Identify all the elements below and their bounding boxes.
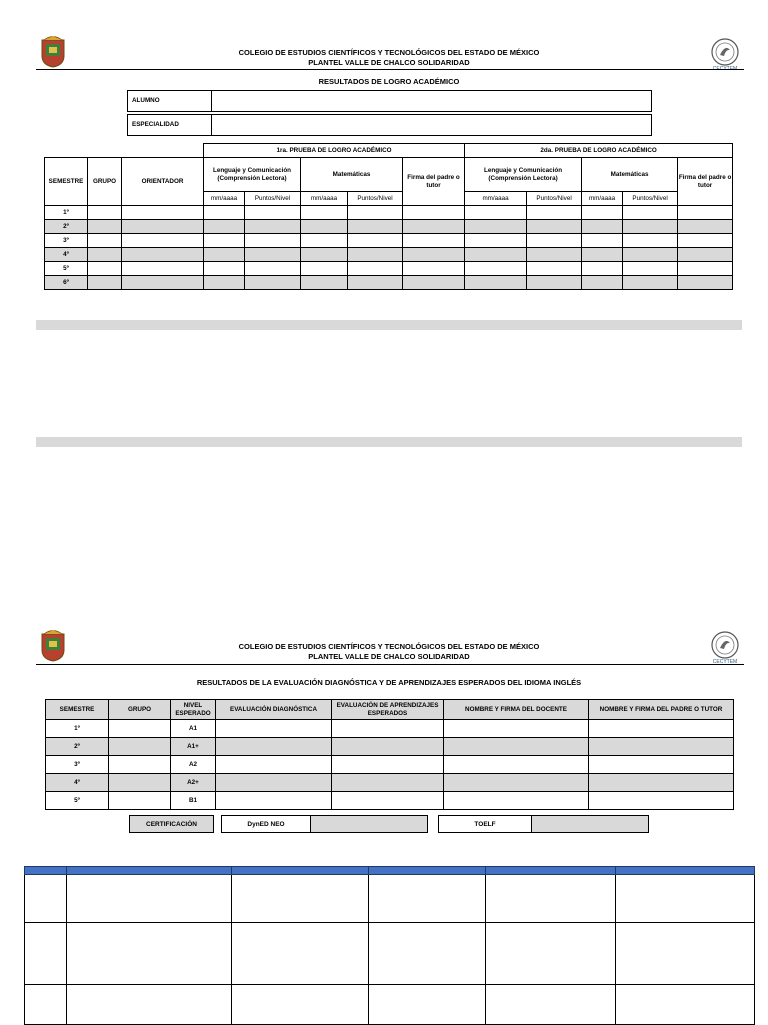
header-rule [36, 69, 744, 70]
entry-cell[interactable] [216, 738, 332, 756]
entry-cell[interactable] [88, 276, 122, 290]
sub-fecha: mm/aaaa [582, 192, 623, 206]
entry-cell[interactable] [301, 234, 348, 248]
separator-bar [36, 437, 742, 447]
table-row [45, 262, 733, 276]
entry-cell[interactable] [216, 792, 332, 810]
entry-cell[interactable] [25, 923, 67, 985]
col-firma-1: Firma del padre o tutor [403, 158, 465, 206]
entry-cell[interactable] [444, 720, 589, 738]
col-matematicas-1: Matemáticas [301, 158, 403, 192]
entry-cell[interactable] [88, 206, 122, 220]
entry-cell[interactable] [527, 262, 582, 276]
separator-bar [36, 320, 742, 330]
entry-cell[interactable] [88, 248, 122, 262]
table-row [46, 756, 734, 774]
blue-header-cell [25, 867, 67, 875]
entry-cell[interactable] [582, 206, 623, 220]
entry-cell[interactable] [589, 756, 734, 774]
header-rule [36, 664, 744, 665]
col-aprendizajes: EVALUACIÓN DE APRENDIZAJES ESPERADOS [332, 700, 444, 720]
entry-cell[interactable] [122, 248, 204, 262]
semestre-cell: 5º [46, 792, 109, 810]
especialidad-label: ESPECIALIDAD [128, 115, 212, 136]
entry-cell[interactable] [444, 756, 589, 774]
prueba1-header: 1ra. PRUEBA DE LOGRO ACADÉMICO [204, 144, 465, 158]
entry-cell[interactable] [678, 220, 733, 234]
col-nivel: NIVEL ESPERADO [171, 700, 216, 720]
cecytem-seal-icon [707, 629, 743, 665]
blue-header-cell [486, 867, 616, 875]
table-row [46, 792, 734, 810]
entry-cell[interactable] [444, 792, 589, 810]
entry-cell[interactable] [245, 262, 301, 276]
entry-cell[interactable] [109, 720, 171, 738]
table-row [46, 774, 734, 792]
entry-cell[interactable] [527, 206, 582, 220]
entry-cell[interactable] [678, 248, 733, 262]
entry-cell[interactable] [25, 985, 67, 1025]
table-row [45, 220, 733, 234]
state-crest-icon [39, 628, 67, 662]
sub-puntos: Puntos/Nivel [623, 192, 678, 206]
entry-cell[interactable] [204, 206, 245, 220]
entry-cell[interactable] [88, 220, 122, 234]
sub-puntos: Puntos/Nivel [245, 192, 301, 206]
entry-cell[interactable] [582, 276, 623, 290]
campus-name: PLANTEL VALLE DE CHALCO SOLIDARIDAD [308, 652, 470, 661]
entry-cell[interactable] [582, 262, 623, 276]
entry-cell[interactable] [527, 234, 582, 248]
entry-cell[interactable] [232, 875, 369, 923]
semestre-cell: 3º [46, 756, 109, 774]
sub-fecha: mm/aaaa [301, 192, 348, 206]
section-title-logro: RESULTADOS DE LOGRO ACADÉMICO [318, 77, 460, 86]
alumno-field[interactable] [212, 91, 652, 112]
alumno-label: ALUMNO [128, 91, 212, 112]
semestre-cell: 2º [46, 738, 109, 756]
entry-cell[interactable] [403, 248, 465, 262]
entry-cell[interactable] [527, 248, 582, 262]
semestre-cell: 4º [45, 248, 88, 262]
nivel-cell: A2+ [171, 774, 216, 792]
entry-cell[interactable] [582, 234, 623, 248]
entry-cell[interactable] [678, 206, 733, 220]
bottom-table [24, 866, 755, 1025]
col-matematicas-2: Matemáticas [582, 158, 678, 192]
entry-cell[interactable] [245, 206, 301, 220]
section-title-ingles: RESULTADOS DE LA EVALUACIÓN DIAGNÓSTICA Y DE APRENDIZAJES ESPERADOS DEL IDIOMA INGLÉS [196, 678, 582, 687]
seal-caption: CECYTEM [712, 659, 738, 665]
entry-cell[interactable] [301, 248, 348, 262]
col-orientador: ORIENTADOR [122, 158, 204, 206]
semestre-cell: 2º [45, 220, 88, 234]
semestre-cell: 6º [45, 276, 88, 290]
entry-cell[interactable] [88, 234, 122, 248]
nivel-cell: A1 [171, 720, 216, 738]
nivel-cell: A2 [171, 756, 216, 774]
entry-cell[interactable] [348, 276, 403, 290]
entry-cell[interactable] [465, 220, 527, 234]
entry-cell[interactable] [122, 276, 204, 290]
semestre-cell: 4º [46, 774, 109, 792]
entry-cell[interactable] [589, 738, 734, 756]
entry-cell[interactable] [301, 276, 348, 290]
entry-cell[interactable] [122, 206, 204, 220]
entry-cell[interactable] [232, 985, 369, 1025]
especialidad-field[interactable] [212, 115, 652, 136]
entry-cell[interactable] [232, 923, 369, 985]
entry-cell[interactable] [589, 792, 734, 810]
table-row [45, 248, 733, 262]
entry-cell[interactable] [67, 875, 232, 923]
entry-cell[interactable] [348, 248, 403, 262]
entry-cell[interactable] [332, 774, 444, 792]
entry-cell[interactable] [465, 206, 527, 220]
entry-cell[interactable] [245, 248, 301, 262]
entry-cell[interactable] [369, 985, 486, 1025]
entry-cell[interactable] [332, 738, 444, 756]
nivel-cell: B1 [171, 792, 216, 810]
entry-cell[interactable] [332, 756, 444, 774]
sub-fecha: mm/aaaa [204, 192, 245, 206]
entry-cell[interactable] [204, 262, 245, 276]
col-diagnostica: EVALUACIÓN DIAGNÓSTICA [216, 700, 332, 720]
table-row [45, 276, 733, 290]
col-grupo: GRUPO [88, 158, 122, 206]
entry-cell[interactable] [486, 923, 616, 985]
state-crest-icon [39, 34, 67, 68]
blue-header-cell [232, 867, 369, 875]
entry-cell[interactable] [582, 248, 623, 262]
table-row [45, 206, 733, 220]
entry-cell[interactable] [245, 276, 301, 290]
entry-cell[interactable] [678, 262, 733, 276]
table-row [25, 875, 755, 923]
entry-cell[interactable] [623, 262, 678, 276]
entry-cell[interactable] [216, 720, 332, 738]
entry-cell[interactable] [122, 262, 204, 276]
prueba2-header: 2da. PRUEBA DE LOGRO ACADÉMICO [465, 144, 733, 158]
entry-cell[interactable] [623, 220, 678, 234]
entry-cell[interactable] [465, 262, 527, 276]
ingles-table [45, 699, 734, 810]
table-row [46, 720, 734, 738]
campus-name: PLANTEL VALLE DE CHALCO SOLIDARIDAD [308, 58, 470, 67]
entry-cell[interactable] [486, 875, 616, 923]
alumno-table [127, 90, 652, 112]
entry-cell[interactable] [623, 276, 678, 290]
entry-cell[interactable] [245, 234, 301, 248]
table-row [25, 923, 755, 985]
entry-cell[interactable] [348, 220, 403, 234]
sub-puntos: Puntos/Nivel [527, 192, 582, 206]
semestre-cell: 1º [46, 720, 109, 738]
dyned-label: DynED NEO [221, 815, 311, 833]
entry-cell[interactable] [204, 248, 245, 262]
entry-cell[interactable] [88, 262, 122, 276]
entry-cell[interactable] [403, 206, 465, 220]
blue-header-cell [67, 867, 232, 875]
cecytem-seal-icon [707, 36, 743, 72]
entry-cell[interactable] [204, 220, 245, 234]
col-docente: NOMBRE Y FIRMA DEL DOCENTE [444, 700, 589, 720]
institution-name: COLEGIO DE ESTUDIOS CIENTÍFICOS Y TECNOLÓGICOS DEL ESTADO DE MÉXICO [238, 48, 540, 57]
entry-cell[interactable] [623, 248, 678, 262]
entry-cell[interactable] [403, 220, 465, 234]
entry-cell[interactable] [678, 276, 733, 290]
entry-cell[interactable] [369, 923, 486, 985]
table-row [25, 985, 755, 1025]
entry-cell[interactable] [245, 220, 301, 234]
entry-cell[interactable] [25, 875, 67, 923]
semestre-cell: 5º [45, 262, 88, 276]
entry-cell[interactable] [616, 923, 755, 985]
entry-cell[interactable] [122, 234, 204, 248]
entry-cell[interactable] [486, 985, 616, 1025]
entry-cell[interactable] [369, 875, 486, 923]
entry-cell[interactable] [444, 738, 589, 756]
entry-cell[interactable] [623, 234, 678, 248]
entry-cell[interactable] [348, 262, 403, 276]
entry-cell[interactable] [527, 220, 582, 234]
semestre-cell: 1º [45, 206, 88, 220]
toefl-label: TOELF [438, 815, 532, 833]
institution-name: COLEGIO DE ESTUDIOS CIENTÍFICOS Y TECNOLÓGICOS DEL ESTADO DE MÉXICO [238, 642, 540, 651]
entry-cell[interactable] [403, 276, 465, 290]
entry-cell[interactable] [465, 234, 527, 248]
col-lenguaje-2: Lenguaje y Comunicación (Comprensión Lectora) [465, 158, 582, 192]
entry-cell[interactable] [465, 276, 527, 290]
blue-header-cell [369, 867, 486, 875]
col-padre: NOMBRE Y FIRMA DEL PADRE O TUTOR [589, 700, 734, 720]
entry-cell[interactable] [678, 234, 733, 248]
blue-header-cell [616, 867, 755, 875]
entry-cell[interactable] [301, 262, 348, 276]
seal-caption: CECYTEM [712, 66, 738, 72]
entry-cell[interactable] [301, 220, 348, 234]
entry-cell[interactable] [122, 220, 204, 234]
toefl-field[interactable] [531, 815, 649, 833]
entry-cell[interactable] [616, 985, 755, 1025]
sub-puntos: Puntos/Nivel [348, 192, 403, 206]
semestre-cell: 3º [45, 234, 88, 248]
entry-cell[interactable] [589, 720, 734, 738]
entry-cell[interactable] [582, 220, 623, 234]
col-semestre: SEMESTRE [45, 158, 88, 206]
entry-cell[interactable] [465, 248, 527, 262]
sub-fecha: mm/aaaa [465, 192, 527, 206]
col-lenguaje-1: Lenguaje y Comunicación (Comprensión Lectora) [204, 158, 301, 192]
entry-cell[interactable] [204, 234, 245, 248]
col-firma-2: Firma del padre o tutor [678, 158, 733, 206]
entry-cell[interactable] [444, 774, 589, 792]
entry-cell[interactable] [67, 923, 232, 985]
entry-cell[interactable] [332, 720, 444, 738]
entry-cell[interactable] [109, 756, 171, 774]
entry-cell[interactable] [204, 276, 245, 290]
entry-cell[interactable] [67, 985, 232, 1025]
entry-cell[interactable] [301, 206, 348, 220]
especialidad-table [127, 114, 652, 136]
entry-cell[interactable] [403, 234, 465, 248]
entry-cell[interactable] [216, 774, 332, 792]
entry-cell[interactable] [348, 234, 403, 248]
dyned-field[interactable] [310, 815, 428, 833]
entry-cell[interactable] [109, 738, 171, 756]
entry-cell[interactable] [216, 756, 332, 774]
table-row [46, 738, 734, 756]
entry-cell[interactable] [616, 875, 755, 923]
entry-cell[interactable] [109, 774, 171, 792]
entry-cell[interactable] [332, 792, 444, 810]
logro-table [44, 143, 733, 290]
entry-cell[interactable] [109, 792, 171, 810]
nivel-cell: A1+ [171, 738, 216, 756]
table-row [45, 234, 733, 248]
entry-cell[interactable] [403, 262, 465, 276]
entry-cell[interactable] [623, 206, 678, 220]
col-grupo: GRUPO [109, 700, 171, 720]
certificacion-label: CERTIFICACIÓN [129, 815, 214, 833]
entry-cell[interactable] [527, 276, 582, 290]
col-semester: SEMESTRE [46, 700, 109, 720]
entry-cell[interactable] [589, 774, 734, 792]
entry-cell[interactable] [348, 206, 403, 220]
